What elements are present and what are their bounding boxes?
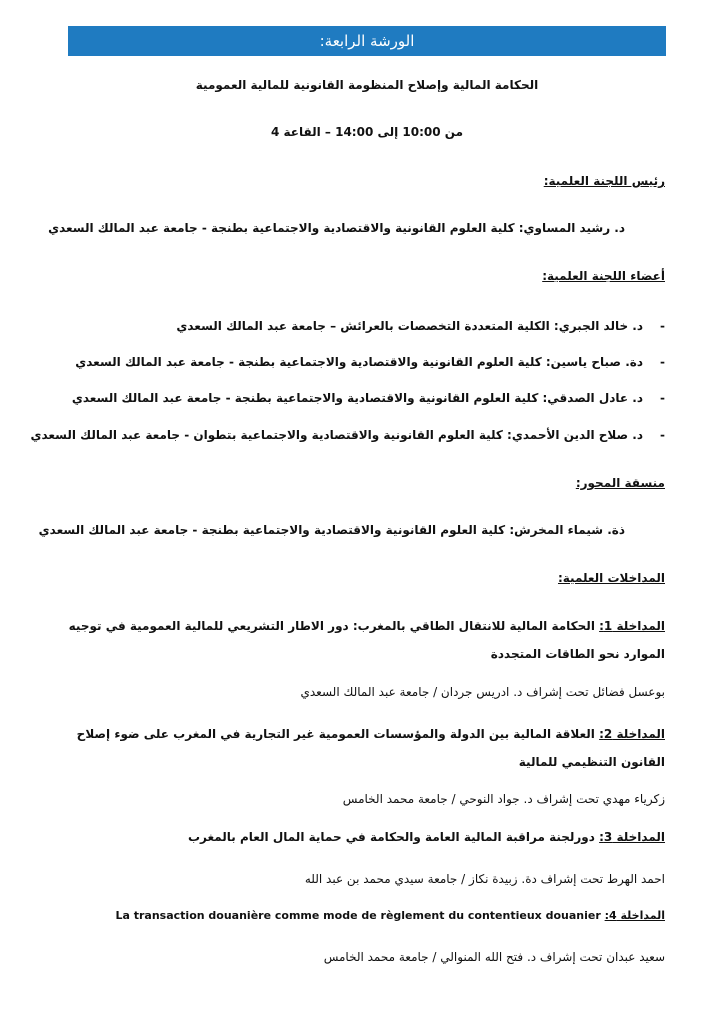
member-bullet: - — [660, 319, 665, 333]
talk-speaker-1: بوعسل فضائل تحت إشراف د. ادريس جردان / جامعة عبد المالك السعدي — [300, 685, 665, 699]
member-bullet: - — [660, 391, 665, 405]
chair-name: د. رشيد المساوي: كلية العلوم القانونية والاقتصادية والاجتماعية بطنجة - جامعة عبد المالك السعدي — [48, 221, 625, 235]
chair-heading: رئيس اللجنة العلمية: — [543, 174, 665, 188]
talk-speaker-3: احمد الهرط تحت إشراف دة. زبيدة نكاز / جامعة سيدي محمد بن عبد الله — [304, 872, 665, 886]
member-bullet: - — [660, 428, 665, 442]
talk-title-text: دورلجنة مراقبة المالية العامة والحكامة في حماية المال العام بالمغرب — [187, 830, 600, 844]
member-bullet: - — [660, 355, 665, 369]
talk-label: المداخلة 1: — [599, 619, 665, 633]
member-item: د. عادل الصدقي: كلية العلوم القانونية والاقتصادية والاجتماعية بطنجة - جامعة عبد المالك السعدي — [71, 391, 643, 405]
coordinator-name: ذة. شيماء المخرش: كلية العلوم القانونية والاقتصادية والاجتماعية بطنجة - جامعة عبد المالك السعدي — [38, 523, 625, 537]
talk-speaker-4: سعيد عبدان تحت إشراف د. فتح الله المنوالي / جامعة محمد الخامس — [323, 950, 665, 964]
member-item: دة. صباح ياسين: كلية العلوم القانونية والاقتصادية والاجتماعية بطنجة - جامعة عبد المالك السعدي — [75, 355, 643, 369]
session-title: الحكامة المالية وإصلاح المنظومة القانونية للمالية العمومية — [195, 78, 539, 92]
talk-label: المداخلة 4: — [604, 909, 665, 922]
coordinator-heading: منسقة المحور: — [575, 476, 665, 490]
talk-title-text: الحكامة المالية للانتقال الطاقي بالمغرب: دور الاطار التشريعي للمالية العمومية في توجيه الموارد نحو الطاقات المتجددة — [68, 619, 665, 661]
talks-heading: المداخلات العلمية: — [557, 571, 665, 585]
session-time: من 10:00 إلى 14:00 – القاعة 4 — [270, 125, 464, 139]
member-item: د. خالد الجبري: الكلية المتعددة التخصصات بالعرائش – جامعة عبد المالك السعدي — [176, 319, 643, 333]
talk-label: المداخلة 2: — [599, 727, 665, 741]
talk-title-3 — [188, 829, 665, 845]
talk-speaker-2: زكرياء مهدي تحت إشراف د. جواد النوحي / جامعة محمد الخامس — [342, 792, 665, 806]
talk-label: المداخلة 3: — [599, 830, 665, 844]
talk-title-4 — [115, 908, 665, 924]
member-item: د. صلاح الدين الأحمدي: كلية العلوم القانونية والاقتصادية والاجتماعية بتطوان - جامعة عبد المالك السعدي — [30, 428, 643, 442]
workshop-banner: الورشة الرابعة: — [68, 26, 666, 56]
members-heading: أعضاء اللجنة العلمية: — [542, 269, 665, 283]
talk-title-2 — [65, 720, 665, 776]
talk-title-text: العلاقة المالية بين الدولة والمؤسسات العمومية غير التجارية في المغرب على ضوء إصلاح القانون التنظيمي للمالية — [76, 727, 665, 769]
talk-title-text: La transaction douanière comme mode de règlement du contentieux douanier — [115, 909, 601, 922]
talk-title-1 — [65, 612, 665, 668]
